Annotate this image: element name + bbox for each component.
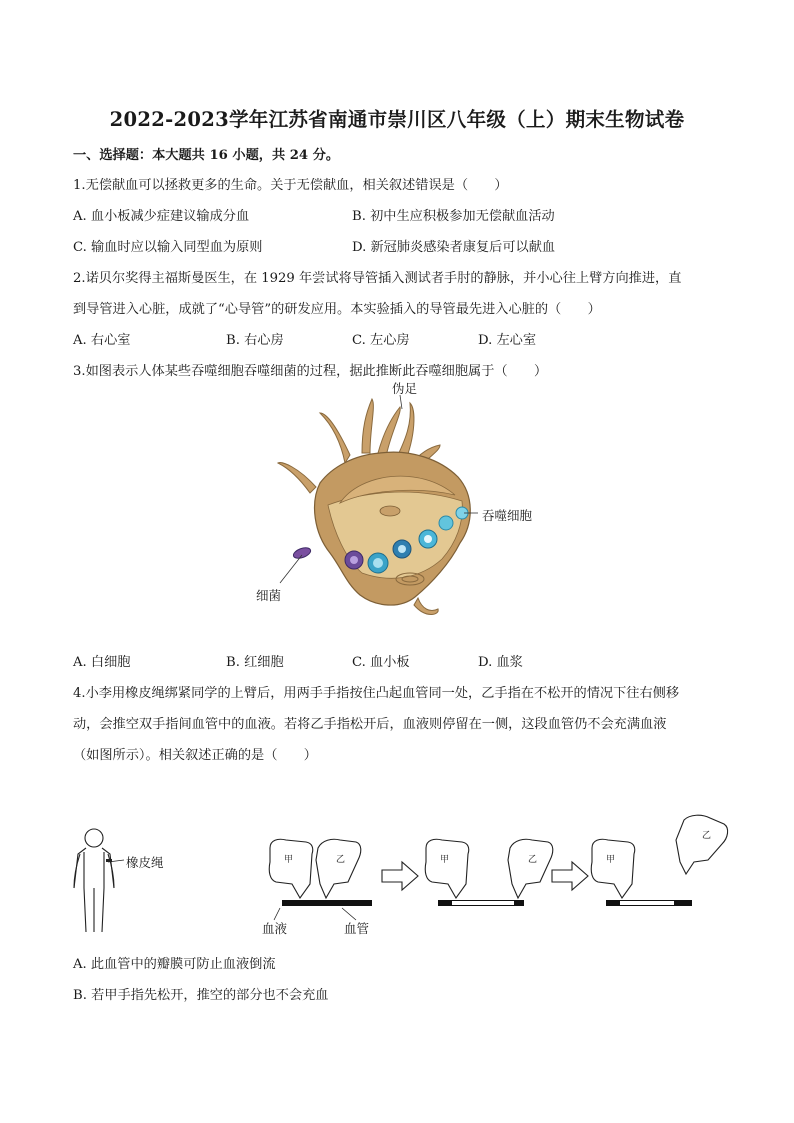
vessel-finger-sequence-figure [262,812,752,938]
q1-option-c: C. 输血时应以输入同型血为原则 [73,240,263,255]
q2-option-a: A. 右心室 [73,333,131,348]
label-blood: 血液 [262,921,288,936]
question-4-stem-line3: （如图所示）。相关叙述正确的是（ ） [73,748,317,763]
q2-option-c: C. 左心房 [352,333,410,348]
label-rubber-band: 橡皮绳 [126,855,164,870]
label-bacteria: 细菌 [256,588,282,603]
question-1-stem: 1.无偿献血可以拯救更多的生命。关于无偿献血，相关叙述错误是（ ） [73,178,508,193]
finger-a-label-3: 甲 [606,855,616,865]
q3-option-b: B. 红细胞 [226,655,284,670]
q1-option-a: A. 血小板减少症建议输成分血 [73,209,250,224]
q4-option-a: A. 此血管中的瓣膜可防止血液倒流 [73,957,276,972]
q4-option-b: B. 若甲手指先松开，推空的部分也不会充血 [73,988,329,1003]
finger-press-illustration [262,812,752,938]
label-phagocyte: 吞噬细胞 [482,508,533,523]
question-2-stem-line2: 到导管进入心脏，成就了“心导管”的研发应用。本实验插入的导管最先进入心脏的（ ） [73,302,601,317]
phagocyte-figure [250,383,550,623]
question-2-stem-line1: 2.诺贝尔奖得主福斯曼医生，在 1929 年尝试将导管插入测试者手肘的静脉，并小心往上臂方向推进，直 [73,271,682,286]
q3-option-a: A. 白细胞 [73,655,131,670]
finger-b-label-2: 乙 [528,855,538,865]
label-vessel: 血管 [344,921,370,936]
label-pseudopod: 伪足 [392,381,418,396]
q2-option-b: B. 右心房 [226,333,284,348]
phagocyte-illustration [250,383,550,623]
finger-a-label-1: 甲 [284,855,294,865]
q1-option-d: D. 新冠肺炎感染者康复后可以献血 [352,240,556,255]
section-heading: 一、选择题：本大题共 16 小题，共 24 分。 [73,148,340,163]
q3-option-c: C. 血小板 [352,655,410,670]
finger-b-label-3: 乙 [702,831,712,841]
person-figure [66,826,186,936]
question-3-stem: 3.如图表示人体某些吞噬细胞吞噬细菌的过程，据此推断此吞噬细胞属于（ ） [73,364,548,379]
person-outline-illustration [66,826,186,936]
q3-option-d: D. 血浆 [478,655,523,670]
question-4-stem-line1: 4.小李用橡皮绳绑紧同学的上臂后，用两手手指按住凸起血管同一处，乙手指在不松开的情况下往右侧移 [73,686,680,701]
q2-option-d: D. 左心室 [478,333,537,348]
q1-option-b: B. 初中生应积极参加无偿献血活动 [352,209,555,224]
finger-a-label-2: 甲 [440,855,450,865]
question-4-stem-line2: 动，会推空双手指间血管中的血液。若将乙手指松开后，血液则停留在一侧，这段血管仍不会充满血液 [73,717,667,732]
page-title: 2022-2023学年江苏省南通市崇川区八年级（上）期末生物试卷 [109,108,685,131]
finger-b-label-1: 乙 [336,855,346,865]
